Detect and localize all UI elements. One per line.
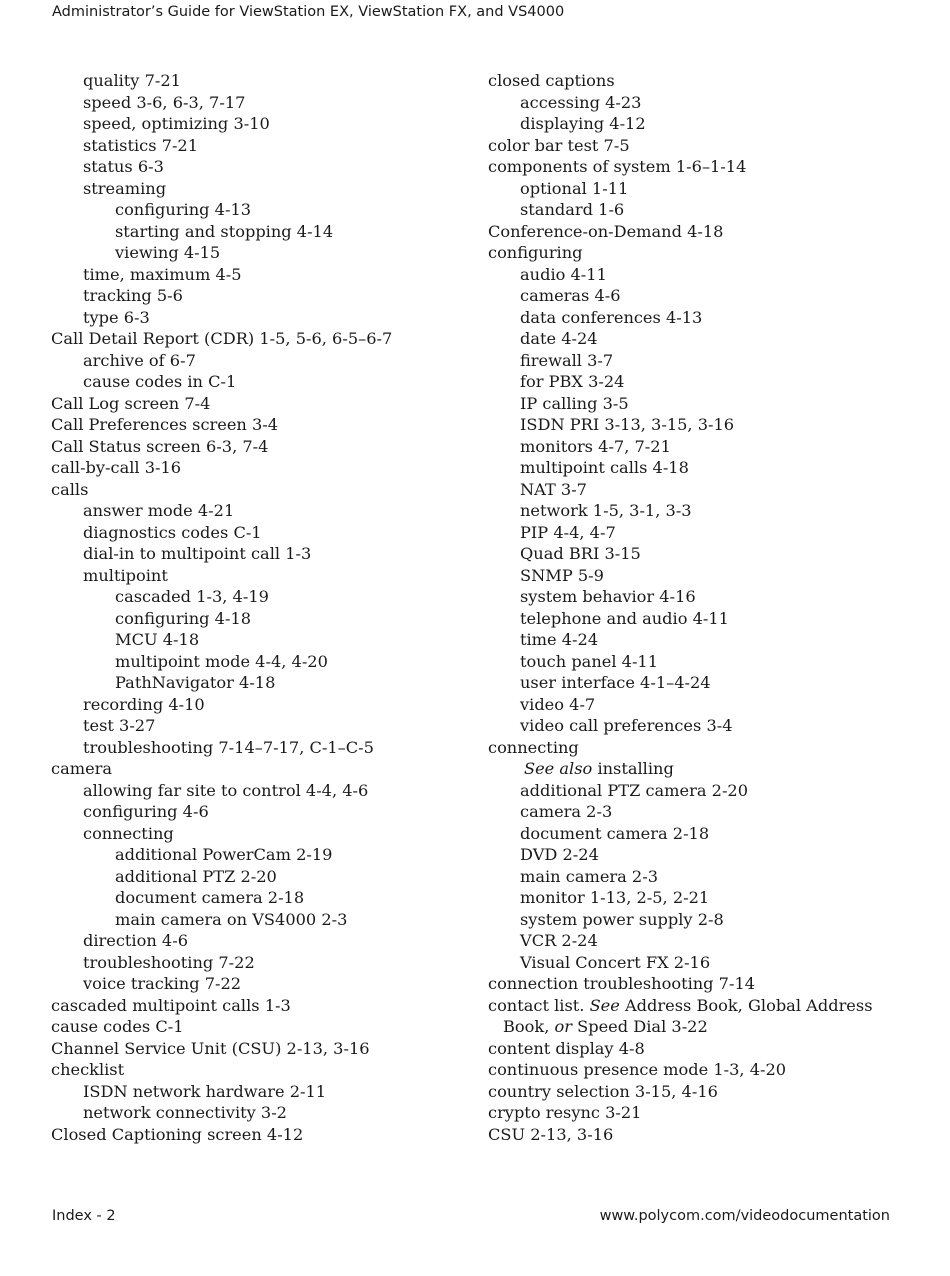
index-subentry: multipoint: [83, 565, 168, 585]
index-term: Closed Captioning screen 4-12: [51, 1124, 304, 1144]
index-subentry: voice tracking 7-22: [83, 974, 242, 993]
index-subentry: network connectivity 3-2: [83, 1103, 287, 1122]
index-subentry: document camera 2-18: [520, 823, 710, 843]
index-subentry: camera 2-3: [520, 802, 613, 821]
index-subentry: multipoint mode 4-4, 4-20: [115, 651, 328, 671]
index-subentry: main camera 2-3: [520, 866, 658, 886]
index-term: country selection 3-15, 4-16: [488, 1081, 718, 1101]
contact-list-see-label: See: [589, 995, 620, 1015]
index-subentry: DVD 2-24: [520, 845, 599, 864]
index-entry-contact-list-continued: [488, 1016, 908, 1038]
index-subentry: video call preferences 3-4: [520, 716, 733, 735]
footer-url: www.polycom.com/videodocumentation: [599, 1208, 890, 1224]
index-subentry: time 4-24: [520, 630, 599, 649]
index-subentry: time, maximum 4-5: [83, 264, 242, 284]
index-see-also-entry: [488, 758, 908, 780]
index-subentry: configuring 4-13: [115, 200, 252, 219]
index-column-left: [51, 70, 471, 1145]
contact-list-or-label: or: [554, 1017, 572, 1036]
index-subentry: displaying 4-12: [520, 114, 646, 133]
index-subentry: PIP 4-4, 4-7: [520, 522, 616, 542]
index-term: closed captions: [488, 71, 615, 90]
index-subentry: touch panel 4-11: [520, 651, 659, 671]
index-subentry: user interface 4-1–4-24: [520, 673, 711, 692]
index-term: components of system 1-6–1-14: [488, 157, 747, 176]
index-term: Call Detail Report (CDR) 1-5, 5-6, 6-5–6-7: [51, 329, 393, 348]
index-subentry: archive of 6-7: [83, 350, 196, 370]
index-subentry: main camera on VS4000 2-3: [115, 909, 348, 929]
index-subentry: monitor 1-13, 2-5, 2-21: [520, 888, 710, 907]
index-term: cause codes C-1: [51, 1017, 184, 1036]
index-subentry: ISDN PRI 3-13, 3-15, 3-16: [520, 415, 735, 434]
see-also-label: See also: [524, 759, 593, 778]
index-subentry: network 1-5, 3-1, 3-3: [520, 501, 692, 520]
index-subentry: telephone and audio 4-11: [520, 608, 729, 628]
index-subentry: for PBX 3-24: [520, 372, 625, 391]
index-term: color bar test 7-5: [488, 135, 630, 155]
index-subentry: quality 7-21: [83, 71, 181, 90]
index-subentry: data conferences 4-13: [520, 307, 703, 327]
index-term: content display 4-8: [488, 1038, 645, 1058]
see-also-target: installing: [597, 759, 674, 778]
index-subentry: cause codes in C-1: [83, 372, 237, 391]
index-subentry: firewall 3-7: [520, 350, 614, 370]
index-term: camera: [51, 759, 113, 778]
index-subentry: SNMP 5-9: [520, 565, 604, 585]
running-header: Administrator’s Guide for ViewStation EX, ViewStation FX, and VS4000: [52, 4, 565, 20]
index-subentry: cameras 4-6: [520, 286, 621, 305]
index-subentry: video 4-7: [520, 694, 596, 714]
index-subentry: troubleshooting 7-22: [83, 952, 255, 972]
index-subentry: PathNavigator 4-18: [115, 673, 276, 692]
index-subentry: cascaded 1-3, 4-19: [115, 587, 269, 606]
index-subentry: optional 1-11: [520, 178, 629, 198]
index-subentry: VCR 2-24: [520, 931, 598, 950]
index-subentry: date 4-24: [520, 329, 598, 348]
index-column-right: [488, 70, 908, 1145]
index-subentry: monitors 4-7, 7-21: [520, 436, 671, 456]
index-term: configuring: [488, 243, 583, 262]
index-subentry: additional PTZ 2-20: [115, 866, 277, 886]
index-subentry: MCU 4-18: [115, 630, 200, 649]
index-term: connecting: [488, 737, 579, 757]
index-term: Conference-on-Demand 4-18: [488, 221, 724, 241]
index-term: continuous presence mode 1-3, 4-20: [488, 1060, 787, 1079]
index-subentry: tracking 5-6: [83, 286, 183, 305]
index-subentry: additional PTZ camera 2-20: [520, 780, 749, 800]
index-subentry: test 3-27: [83, 716, 156, 735]
index-subentry: statistics 7-21: [83, 135, 199, 155]
index-subentry: starting and stopping 4-14: [115, 221, 334, 241]
index-subentry: Visual Concert FX 2-16: [520, 952, 711, 972]
index-subentry: NAT 3-7: [520, 479, 587, 499]
contact-list-refs-3: Speed Dial 3-22: [577, 1017, 708, 1036]
index-term: cascaded multipoint calls 1-3: [51, 995, 291, 1015]
index-subentry: troubleshooting 7-14–7-17, C-1–C-5: [83, 737, 374, 757]
index-subentry: system behavior 4-16: [520, 587, 696, 606]
index-subentry: connecting: [83, 823, 174, 843]
index-subentry: configuring 4-18: [115, 608, 252, 628]
index-subentry: document camera 2-18: [115, 888, 305, 907]
index-subentry: streaming: [83, 178, 167, 198]
index-term: Call Log screen 7-4: [51, 393, 211, 413]
index-subentry: dial-in to multipoint call 1-3: [83, 544, 312, 563]
index-subentry: status 6-3: [83, 157, 164, 176]
index-subentry: allowing far site to control 4-4, 4-6: [83, 780, 369, 800]
index-subentry: recording 4-10: [83, 694, 205, 714]
index-subentry: accessing 4-23: [520, 92, 642, 112]
index-term: checklist: [51, 1060, 125, 1079]
contact-list-refs-1: Address Book, Global Address: [624, 995, 873, 1015]
index-subentry: additional PowerCam 2-19: [115, 845, 333, 864]
index-term: calls: [51, 479, 89, 499]
index-subentry: system power supply 2-8: [520, 909, 724, 929]
index-subentry: diagnostics codes C-1: [83, 522, 262, 542]
index-subentry: multipoint calls 4-18: [520, 458, 689, 477]
index-subentry: direction 4-6: [83, 931, 188, 950]
index-subentry: speed, optimizing 3-10: [83, 114, 270, 133]
index-term: connection troubleshooting 7-14: [488, 974, 756, 993]
index-subentry: viewing 4-15: [115, 243, 221, 262]
page-number: Index - 2: [52, 1208, 116, 1224]
index-term: CSU 2-13, 3-16: [488, 1124, 614, 1144]
index-subentry: audio 4-11: [520, 264, 607, 284]
index-term: Channel Service Unit (CSU) 2-13, 3-16: [51, 1038, 370, 1058]
index-subentry: speed 3-6, 6-3, 7-17: [83, 92, 246, 112]
index-subentry: IP calling 3-5: [520, 393, 629, 413]
index-subentry: Quad BRI 3-15: [520, 544, 641, 563]
index-term: Call Status screen 6-3, 7-4: [51, 436, 269, 456]
index-subentry: standard 1-6: [520, 200, 625, 219]
index-term: Call Preferences screen 3-4: [51, 415, 279, 434]
index-subentry: answer mode 4-21: [83, 501, 235, 520]
index-subentry: ISDN network hardware 2-11: [83, 1081, 327, 1101]
index-term: crypto resync 3-21: [488, 1103, 642, 1122]
contact-list-refs-2: Book,: [503, 1017, 550, 1036]
contact-list-term: contact list.: [488, 995, 585, 1015]
index-entry-contact-list: [488, 995, 908, 1017]
index-subentry: type 6-3: [83, 307, 150, 327]
index-subentry: configuring 4-6: [83, 802, 209, 821]
index-term: call-by-call 3-16: [51, 458, 182, 477]
